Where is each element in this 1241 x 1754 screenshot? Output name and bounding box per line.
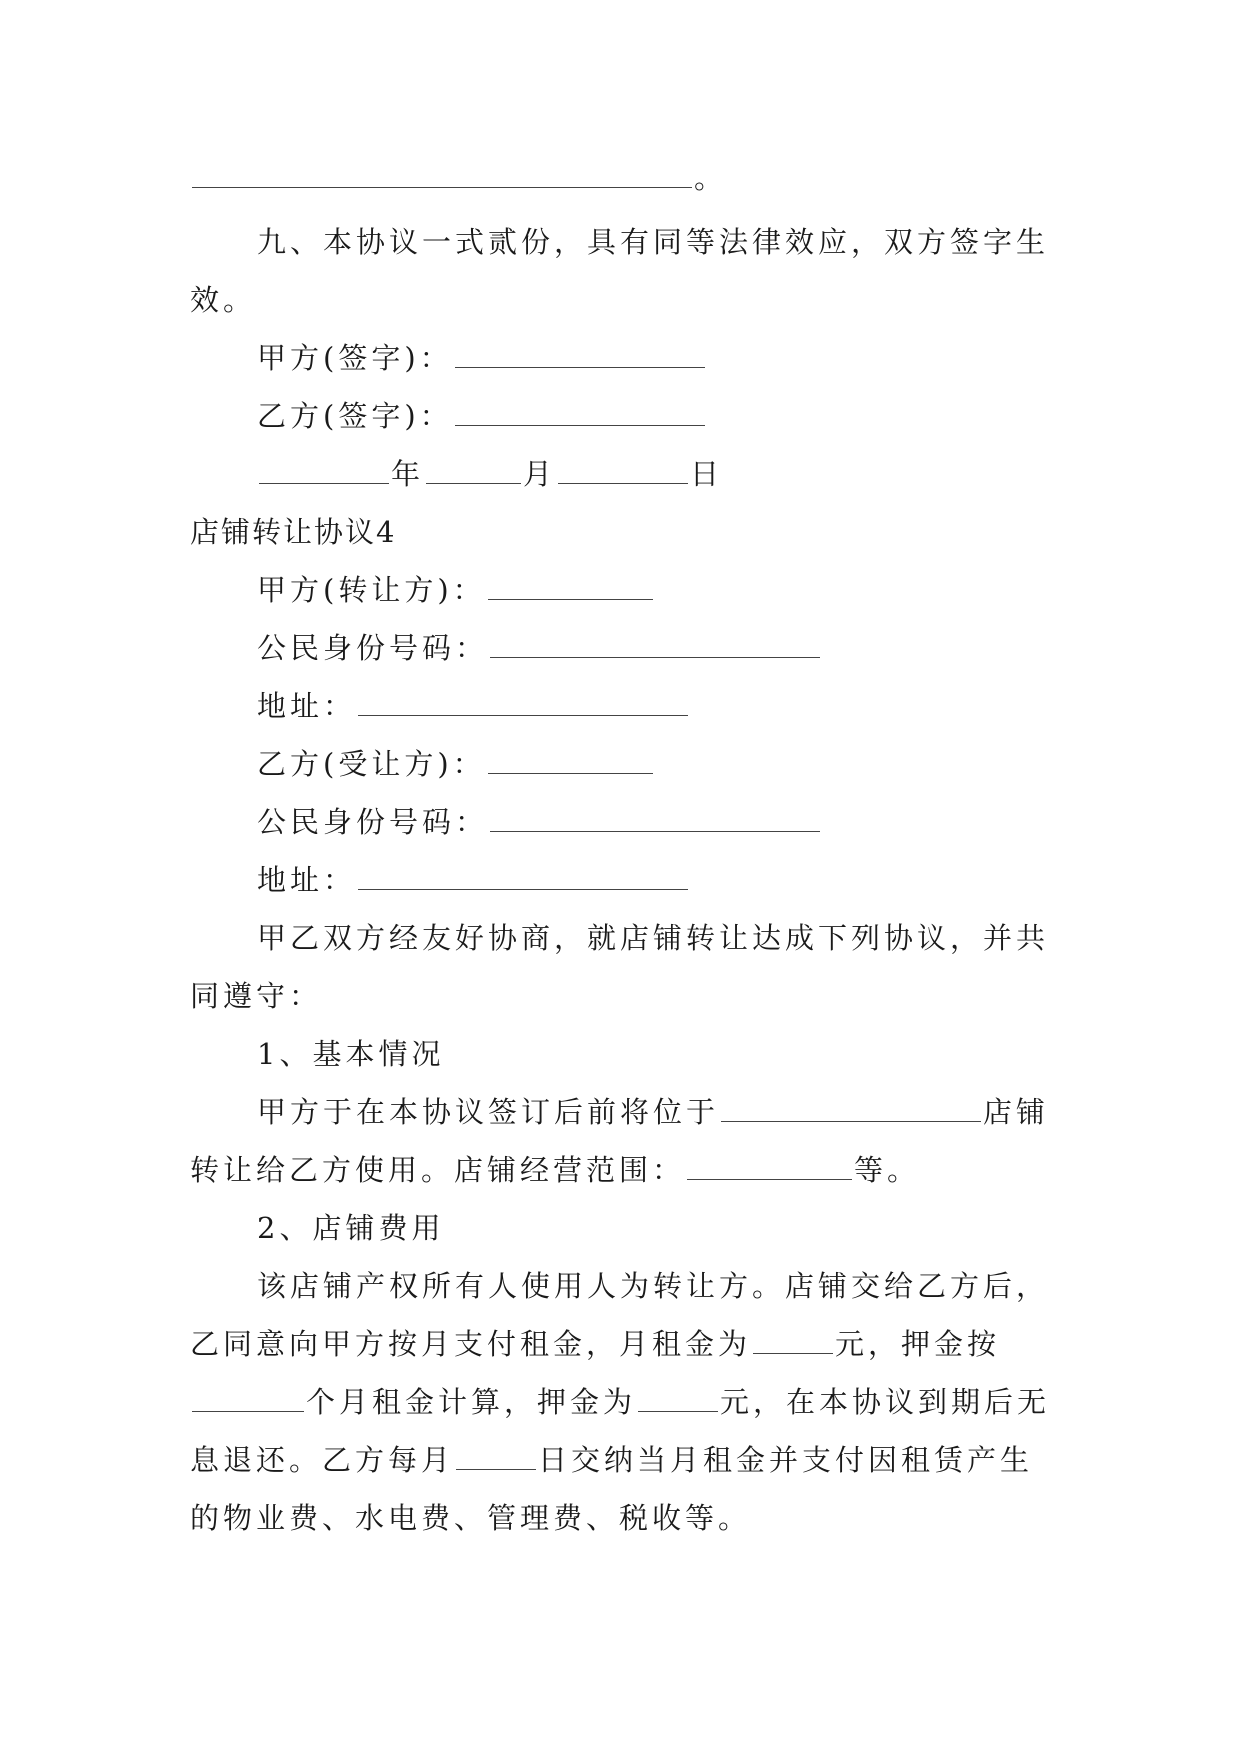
- month-blank: [426, 482, 521, 484]
- fill-blank: [192, 186, 692, 188]
- clause-nine-cont: 效。: [190, 283, 257, 317]
- year-blank: [259, 482, 389, 484]
- clause-nine: 九、本协议一式贰份，具有同等法律效应，双方签字生: [257, 225, 1050, 259]
- agreement-intro-cont: 同遵守：: [190, 979, 323, 1013]
- signature-blank: [455, 366, 705, 368]
- party-a-label: 甲方(转让方)：: [257, 573, 486, 607]
- fees-text-4: [190, 1440, 1033, 1480]
- text: 等。: [854, 1153, 921, 1187]
- id-number-label: 公民身份号码：: [257, 805, 489, 839]
- heading-basic-info: 1、基本情况: [257, 1037, 445, 1071]
- fees-text-1: 该店铺产权所有人使用人为转让方。店铺交给乙方后，: [257, 1269, 1050, 1303]
- party-a-signature: [257, 338, 707, 378]
- location-blank: [721, 1120, 981, 1122]
- id-number-label: 公民身份号码：: [257, 631, 489, 665]
- text: 乙同意向甲方按月支付租金，月租金为: [190, 1327, 752, 1361]
- address-label: 地址：: [257, 863, 357, 897]
- party-b-address: [257, 860, 690, 900]
- fill-blank: [490, 830, 820, 832]
- text: 店铺: [983, 1095, 1050, 1129]
- text: 个月租金计算，押金为: [306, 1385, 637, 1419]
- fees-text-2: [190, 1324, 1000, 1364]
- fees-text-3: [190, 1382, 1050, 1422]
- text: 息退还。乙方每月: [190, 1443, 455, 1477]
- address-label: 地址：: [257, 689, 357, 723]
- date-line: [257, 454, 723, 494]
- party-b-id: [257, 802, 822, 842]
- text: 元，在本协议到期后无: [720, 1385, 1051, 1419]
- payday-blank: [456, 1468, 536, 1470]
- month-label: 月: [523, 457, 557, 491]
- text: 转让给乙方使用。店铺经营范围：: [190, 1153, 686, 1187]
- party-a-id: [257, 628, 822, 668]
- day-label: 日: [690, 457, 724, 491]
- fill-blank: [358, 888, 688, 890]
- party-a-signature-label: 甲方(签字)：: [257, 341, 453, 375]
- party-b-signature-label: 乙方(签字)：: [257, 399, 453, 433]
- fill-blank: [488, 772, 653, 774]
- fill-blank: [488, 598, 653, 600]
- text: 元，押金按: [835, 1327, 1001, 1361]
- deposit-blank: [638, 1410, 718, 1412]
- fees-text-5: 的物业费、水电费、管理费、税收等。: [190, 1501, 752, 1535]
- party-b-transferee: [257, 744, 655, 784]
- rent-blank: [753, 1352, 833, 1354]
- basic-info-text-2: [190, 1150, 920, 1190]
- party-b-signature: [257, 396, 707, 436]
- period: 。: [694, 161, 728, 195]
- scope-blank: [687, 1178, 852, 1180]
- months-blank: [192, 1410, 304, 1412]
- fill-blank: [358, 714, 688, 716]
- party-a-transferor: [257, 570, 655, 610]
- party-a-address: [257, 686, 690, 726]
- party-b-label: 乙方(受让方)：: [257, 747, 486, 781]
- fill-blank: [490, 656, 820, 658]
- agreement-intro: 甲乙双方经友好协商，就店铺转让达成下列协议，并共: [257, 921, 1050, 955]
- year-label: 年: [391, 457, 425, 491]
- section-title: 店铺转让协议4: [190, 515, 397, 549]
- heading-fees: 2、店铺费用: [257, 1211, 445, 1245]
- doc-line-1: [190, 158, 727, 198]
- text: 甲方于在本协议签订后前将位于: [257, 1095, 720, 1129]
- text: 日交纳当月租金并支付因租赁产生: [538, 1443, 1034, 1477]
- basic-info-text-1: [257, 1092, 1049, 1132]
- signature-blank: [455, 424, 705, 426]
- day-blank: [558, 482, 688, 484]
